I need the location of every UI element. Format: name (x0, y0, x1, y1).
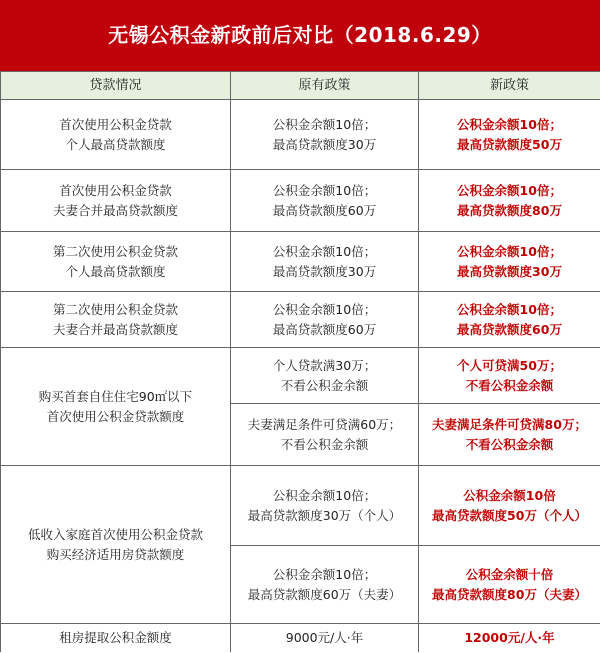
old-policy-cell (231, 292, 419, 348)
table-row (1, 100, 600, 170)
table-row (1, 292, 600, 348)
loan-case-cell (1, 624, 231, 652)
loan-case-line: 第二次使用公积金贷款 (52, 301, 178, 317)
old-policy-line: 不看公积金余额 (280, 377, 369, 393)
old-policy-line: 夫妻满足条件可贷满60万； (247, 416, 402, 432)
old-policy-cell (231, 170, 419, 232)
table-row (1, 624, 600, 652)
old-policy-cell (231, 466, 419, 546)
old-policy-cell (231, 100, 419, 170)
old-policy-line: 公积金余额10倍； (272, 243, 377, 259)
old-policy-line: 最高贷款额度30万 (272, 263, 377, 279)
loan-case-cell (1, 466, 231, 624)
loan-case-line: 购买首套自住住宅90㎡以下 (38, 388, 193, 404)
new-policy-line: 最高贷款额度80万（夫妻） (432, 586, 587, 602)
new-policy-line: 最高贷款额度60万 (457, 321, 562, 337)
loan-case-cell (1, 292, 231, 348)
new-policy-line: 个人可贷满50万； (457, 357, 562, 373)
new-policy-line: 公积金余额10倍； (457, 182, 562, 198)
old-policy-cell (231, 624, 419, 652)
new-policy-line: 12000元/人·年 (464, 629, 555, 645)
loan-case-line: 购买经济适用房贷款额度 (46, 546, 185, 562)
new-policy-line: 最高贷款额度50万（个人） (432, 507, 587, 523)
old-policy-line: 个人贷款满30万； (272, 357, 377, 373)
new-policy-line: 公积金余额10倍 (463, 487, 556, 503)
old-policy-line: 9000元/人·年 (285, 629, 364, 645)
loan-case-line: 个人最高贷款额度 (65, 136, 166, 152)
old-policy-line: 最高贷款额度60万 (272, 321, 377, 337)
new-policy-line: 公积金余额十倍 (465, 566, 554, 582)
new-policy-line: 不看公积金余额 (465, 377, 554, 393)
old-policy-line: 最高贷款额度60万（夫妻） (247, 586, 402, 602)
loan-case-cell (1, 170, 231, 232)
new-policy-cell (419, 348, 600, 404)
new-policy-line: 公积金余额10倍； (457, 116, 562, 132)
loan-case-line: 租房提取公积金额度 (59, 629, 172, 645)
new-policy-cell (419, 466, 600, 546)
old-policy-line: 公积金余额10倍； (272, 116, 377, 132)
header-old-policy: 原有政策 (231, 72, 419, 100)
table-row (1, 348, 600, 404)
old-policy-line: 最高贷款额度60万 (272, 202, 377, 218)
new-policy-line: 不看公积金余额 (465, 436, 554, 452)
old-policy-line: 不看公积金余额 (280, 436, 369, 452)
new-policy-line: 最高贷款额度80万 (457, 202, 562, 218)
loan-case-line: 首次使用公积金贷款额度 (46, 408, 185, 424)
old-policy-line: 公积金余额10倍； (272, 487, 377, 503)
table-row (1, 232, 600, 292)
old-policy-cell (231, 404, 419, 466)
new-policy-cell (419, 292, 600, 348)
loan-case-line: 首次使用公积金贷款 (59, 182, 172, 198)
loan-case-line: 第二次使用公积金贷款 (52, 243, 178, 259)
new-policy-line: 最高贷款额度50万 (457, 136, 562, 152)
loan-case-line: 夫妻合并最高贷款额度 (52, 202, 178, 218)
old-policy-cell (231, 232, 419, 292)
new-policy-line: 公积金余额10倍； (457, 301, 562, 317)
new-policy-cell (419, 624, 600, 652)
new-policy-cell (419, 404, 600, 466)
new-policy-cell (419, 546, 600, 624)
old-policy-line: 最高贷款额度30万（个人） (247, 507, 402, 523)
loan-case-cell (1, 348, 231, 466)
loan-case-cell (1, 232, 231, 292)
new-policy-line: 最高贷款额度30万 (457, 263, 562, 279)
header-row (1, 72, 600, 100)
old-policy-cell (231, 546, 419, 624)
old-policy-cell (231, 348, 419, 404)
new-policy-cell (419, 100, 600, 170)
comparison-table (0, 71, 600, 652)
page-title: 无锡公积金新政前后对比（2018.6.29） (0, 0, 600, 71)
loan-case-line: 首次使用公积金贷款 (59, 116, 172, 132)
old-policy-line: 最高贷款额度30万 (272, 136, 377, 152)
new-policy-cell (419, 170, 600, 232)
table-row (1, 170, 600, 232)
loan-case-line: 夫妻合并最高贷款额度 (52, 321, 178, 337)
header-new-policy: 新政策 (419, 72, 600, 100)
old-policy-line: 公积金余额10倍； (272, 301, 377, 317)
table-row (1, 466, 600, 546)
new-policy-line: 夫妻满足条件可贷满80万； (432, 416, 587, 432)
loan-case-cell (1, 100, 231, 170)
header-loan-case: 贷款情况 (1, 72, 231, 100)
loan-case-line: 低收入家庭首次使用公积金贷款 (27, 526, 203, 542)
new-policy-line: 公积金余额10倍； (457, 243, 562, 259)
old-policy-line: 公积金余额10倍； (272, 566, 377, 582)
new-policy-cell (419, 232, 600, 292)
old-policy-line: 公积金余额10倍； (272, 182, 377, 198)
loan-case-line: 个人最高贷款额度 (65, 263, 166, 279)
